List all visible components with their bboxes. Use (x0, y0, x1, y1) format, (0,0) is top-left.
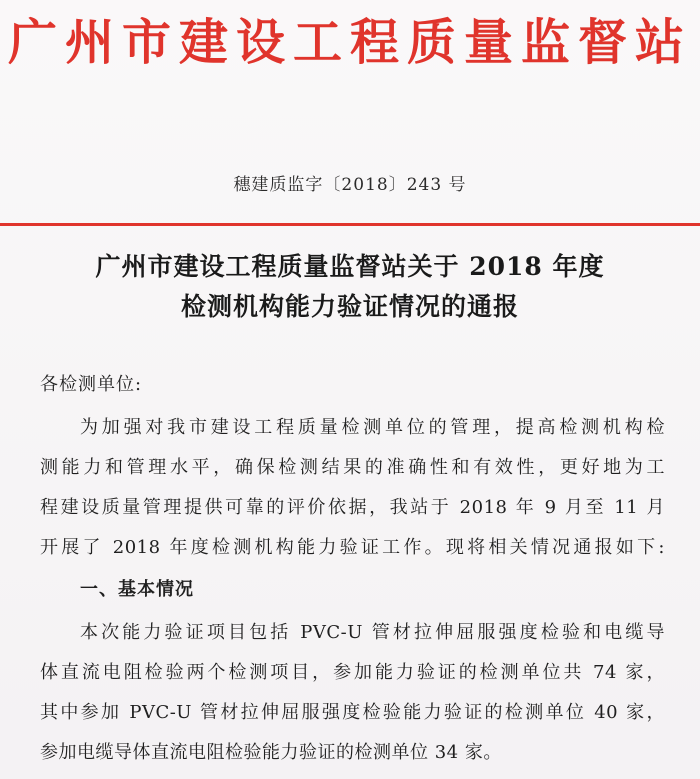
red-divider-line (0, 223, 700, 226)
paragraph-1-line: 程建设质量管理提供可靠的评价依据，我站于 2018 年 9 月至 11 月 (40, 497, 665, 518)
issuer-header: 广州市建设工程质量监督站 (7, 13, 692, 71)
paragraph-1-line: 开展了 2018 年度检测机构能力验证工作。现将相关情况通报如下: (40, 537, 665, 558)
document-title-line-1: 广州市建设工程质量监督站关于 2018 年度 (95, 252, 605, 281)
salutation: 各检测单位: (40, 374, 143, 395)
section-heading-basic-info: 一、基本情况 (80, 579, 194, 600)
paragraph-2-line: 本次能力验证项目包括 PVC-U 管材拉伸屈服强度检验和电缆导 (80, 622, 665, 643)
paragraph-2-line: 体直流电阻检验两个检测项目，参加能力验证的检测单位共 74 家， (40, 662, 665, 683)
paragraph-1-line: 为加强对我市建设工程质量检测单位的管理，提高检测机构检 (80, 417, 665, 438)
document-number: 穗建质监字〔2018〕243 号 (233, 175, 467, 195)
paragraph-2-line: 参加电缆导体直流电阻检验能力验证的检测单位 34 家。 (40, 742, 502, 763)
document-title-line-2: 检测机构能力验证情况的通报 (180, 292, 519, 321)
paragraph-1-line: 测能力和管理水平，确保检测结果的准确性和有效性，更好地为工 (40, 457, 665, 478)
paragraph-2-line: 其中参加 PVC-U 管材拉伸屈服强度检验能力验证的检测单位 40 家， (40, 702, 665, 723)
